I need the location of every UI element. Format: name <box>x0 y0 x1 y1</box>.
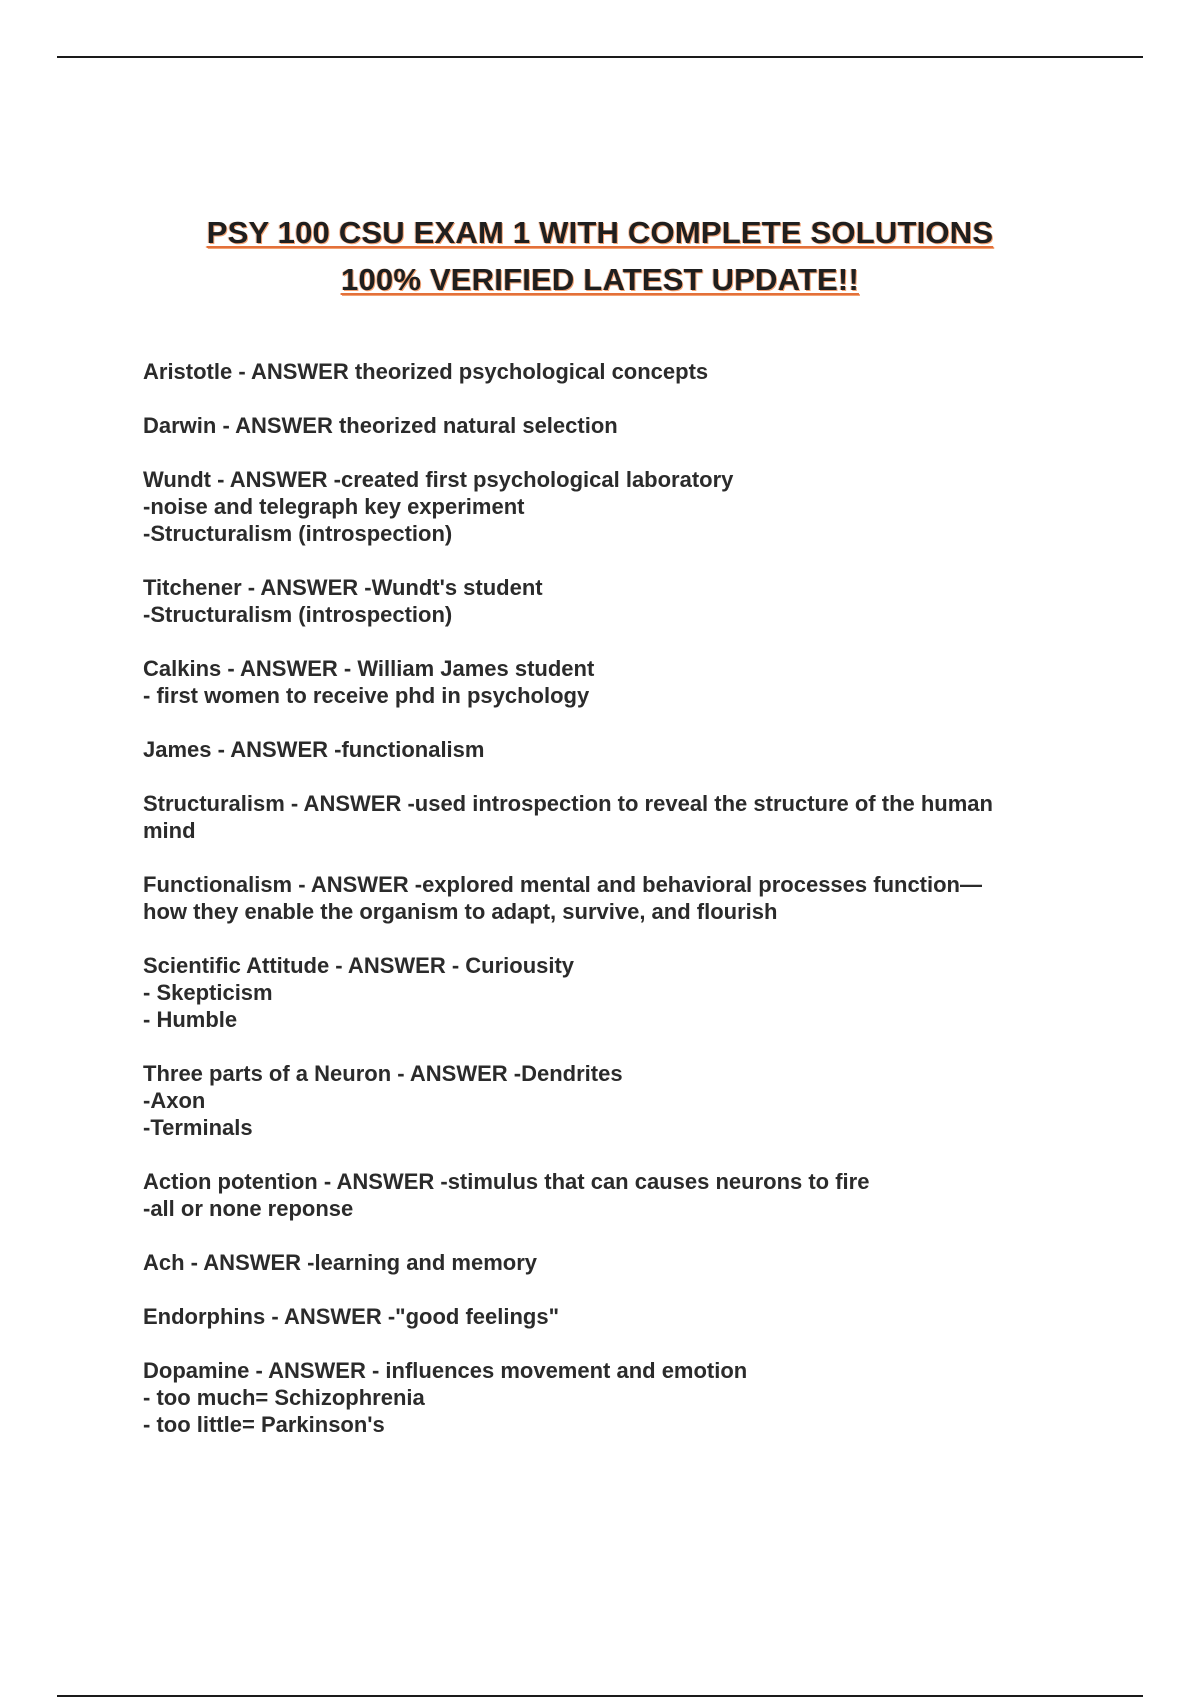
top-rule <box>57 56 1143 58</box>
qa-entry-line: -all or none reponse <box>143 1196 354 1221</box>
qa-entry <box>143 358 1083 385</box>
qa-entry <box>143 1249 1083 1276</box>
qa-entry-line: Structuralism - ANSWER -used introspection to reveal the structure of the human <box>143 791 993 816</box>
qa-entry-line: - too much= Schizophrenia <box>143 1385 425 1410</box>
bottom-rule <box>57 1695 1143 1697</box>
qa-entry-line: how they enable the organism to adapt, survive, and flourish <box>143 899 778 924</box>
qa-entry <box>143 655 1083 709</box>
qa-entry-line: Action potention - ANSWER -stimulus that can causes neurons to fire <box>143 1169 870 1194</box>
qa-entry-line: - Humble <box>143 1007 238 1032</box>
qa-entry-line: - too little= Parkinson's <box>143 1412 385 1437</box>
title-line-1: PSY 100 CSU EXAM 1 WITH COMPLETE SOLUTIONS <box>206 215 994 250</box>
qa-entry-list <box>143 358 1083 1465</box>
qa-entry-line: Three parts of a Neuron - ANSWER -Dendrites <box>143 1061 623 1086</box>
qa-entry-line: Wundt - ANSWER -created first psychological laboratory <box>143 467 734 492</box>
qa-entry-line: Ach - ANSWER -learning and memory <box>143 1250 538 1275</box>
qa-entry <box>143 1357 1083 1438</box>
qa-entry <box>143 1060 1083 1141</box>
qa-entry-line: -Axon <box>143 1088 206 1113</box>
qa-entry-line: Functionalism - ANSWER -explored mental and behavioral processes function— <box>143 872 982 897</box>
qa-entry-line: - Skepticism <box>143 980 273 1005</box>
qa-entry-line: Endorphins - ANSWER -"good feelings" <box>143 1304 560 1329</box>
qa-entry <box>143 466 1083 547</box>
document-title <box>0 212 1200 306</box>
qa-entry <box>143 1303 1083 1330</box>
qa-entry-line: mind <box>143 818 196 843</box>
qa-entry-line: Aristotle - ANSWER theorized psychological concepts <box>143 359 709 384</box>
qa-entry-line: Dopamine - ANSWER - influences movement and emotion <box>143 1358 748 1383</box>
qa-entry <box>143 871 1083 925</box>
qa-entry <box>143 1168 1083 1222</box>
qa-entry-line: - first women to receive phd in psychology <box>143 683 590 708</box>
qa-entry <box>143 412 1083 439</box>
qa-entry <box>143 790 1083 844</box>
qa-entry-line: Calkins - ANSWER - William James student <box>143 656 595 681</box>
qa-entry-line: Darwin - ANSWER theorized natural selection <box>143 413 618 438</box>
qa-entry-line: -Structuralism (introspection) <box>143 521 453 546</box>
qa-entry-line: -Terminals <box>143 1115 253 1140</box>
qa-entry <box>143 952 1083 1033</box>
qa-entry-line: Titchener - ANSWER -Wundt's student <box>143 575 543 600</box>
title-line-2: 100% VERIFIED LATEST UPDATE!! <box>341 262 859 297</box>
qa-entry-line: James - ANSWER -functionalism <box>143 737 485 762</box>
qa-entry-line: Scientific Attitude - ANSWER - Curiousity <box>143 953 575 978</box>
qa-entry-line: -Structuralism (introspection) <box>143 602 453 627</box>
qa-entry-line: -noise and telegraph key experiment <box>143 494 525 519</box>
qa-entry <box>143 736 1083 763</box>
qa-entry <box>143 574 1083 628</box>
